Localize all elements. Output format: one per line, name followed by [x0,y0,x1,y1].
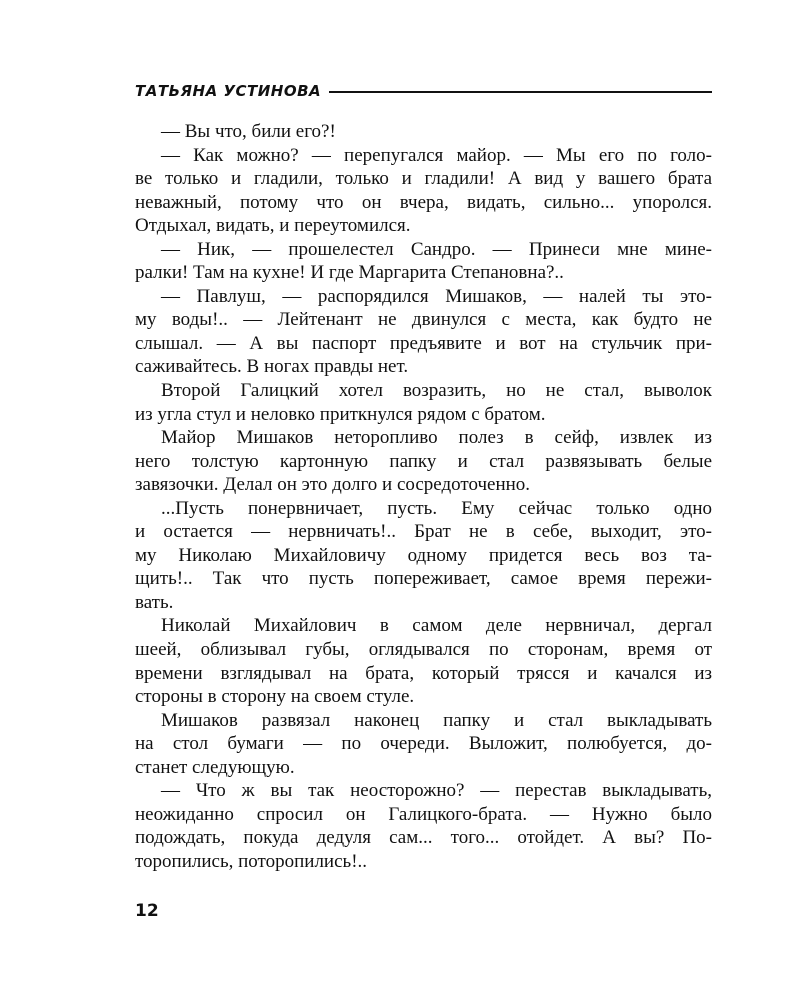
text-line: му Николаю Михайловичу одному придется весь воз та- [135,544,712,566]
text-line: неважный, потому что он вчера, видать, сильно... упоролся. [135,191,712,213]
text-line: ве только и гладили, только и гладили! А вид у вашего брата [135,168,712,190]
text-line: — Ник, — прошелестел Сандро. — Принеси мне мине- [161,238,712,260]
text-line: торопились, поторопились!.. [135,850,368,872]
text-line: ралки! Там на кухне! И где Маргарита Степановна?.. [135,262,564,284]
running-header-author: ТАТЬЯНА УСТИНОВА [135,82,322,100]
text-line: него толстую картонную папку и стал развязывать белые [135,450,712,472]
text-line: Николай Михайлович в самом деле нервничал, дергал [161,615,712,637]
text-line: неожиданно спросил он Галицкого-брата. — Нужно было [135,803,712,825]
text-line: ...Пусть понервничает, пусть. Ему сейчас только одно [161,497,712,519]
text-line: Майор Мишаков неторопливо полез в сейф, извлек из [161,427,712,449]
running-header [135,80,712,102]
text-line: Мишаков развязал наконец папку и стал выкладывать [161,709,712,731]
text-line: — Как можно? — перепугался майор. — Мы его по голо- [161,144,712,166]
text-line: — Что ж вы так неосторожно? — перестав выкладывать, [161,780,712,802]
text-line: времени взглядывал на брата, который трясся и качался из [135,662,712,684]
text-line: Второй Галицкий хотел возразить, но не стал, выволок [161,380,712,402]
text-line: завязочки. Делал он это долго и сосредоточенно. [135,474,531,496]
text-line: стороны в сторону на своем стуле. [135,686,415,708]
text-line: подождать, покуда дедуля сам... того... отойдет. А вы? По- [135,827,712,849]
text-line: и остается — нервничать!.. Брат не в себе, выходит, это- [135,521,712,543]
header-rule [329,91,712,93]
page-number: 12 [135,901,159,921]
text-line: слышал. — А вы паспорт предъявите и вот на стульчик при- [135,332,712,354]
text-line: на стол бумаги — по очереди. Выложит, полюбуется, до- [135,733,712,755]
body-text [135,120,712,874]
text-line: шеей, облизывал губы, оглядывался по сторонам, время от [135,639,712,661]
text-line: щить!.. Так что пусть попереживает, самое время пережи- [135,568,712,590]
text-line: саживайтесь. В ногах правды нет. [135,356,409,378]
text-line: из угла стул и неловко приткнулся рядом с братом. [135,403,546,425]
text-line: станет следующую. [135,756,295,778]
text-line: Отдыхал, видать, и переутомился. [135,215,411,237]
text-line: му воды!.. — Лейтенант не двинулся с места, как будто не [135,309,712,331]
text-line: — Павлуш, — распорядился Мишаков, — налей ты это- [161,285,712,307]
text-line: вать. [135,591,174,613]
text-line: — Вы что, били его?! [161,121,336,142]
